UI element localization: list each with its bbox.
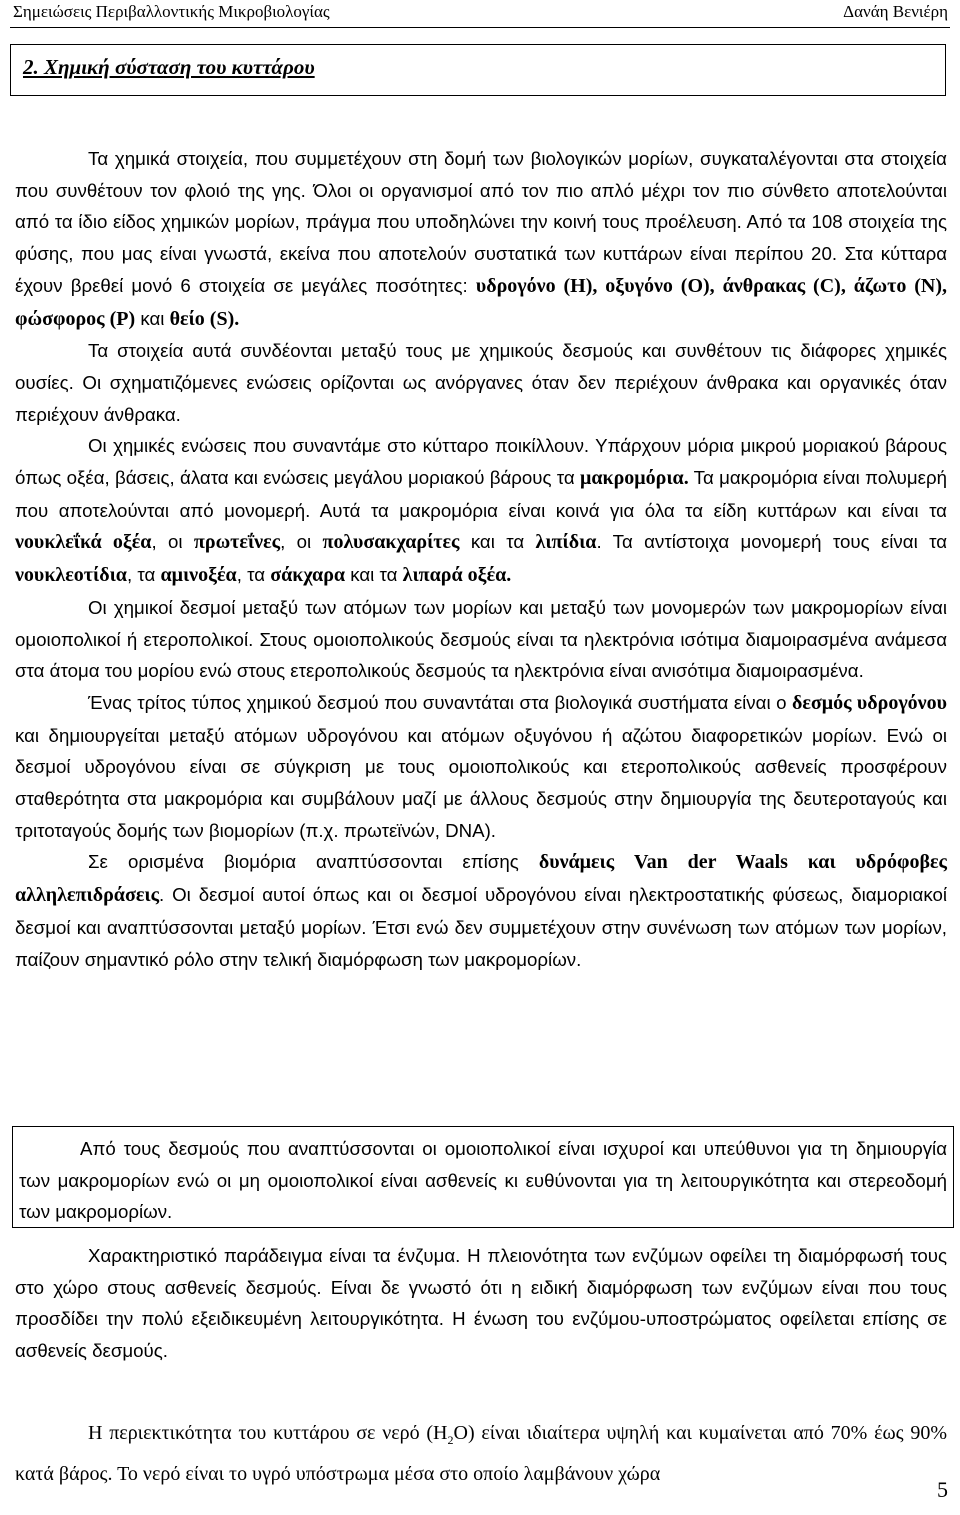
highlight-text: Από τους δεσμούς που αναπτύσσονται οι ομοιοπολικοί είναι ισχυροί και υπεύθυνοι για τη δημιουργία των μακρομορίων ενώ οι μη ομοιοπολικοί είναι ασθενείς κι ευθύνονται για τη λειτουργικότητα και στερεοδομή των μακρομορίων.: [19, 1138, 947, 1223]
water-paragraph: Η περιεκτικότητα του κυττάρου σε νερό $(H_2O)$ είναι ιδιαίτερα υψηλή και κυμαίνεται από 70% έως 90% κατά βάρος. Το νερό είναι το υγρό υπόστρωμα μέσα στο οποίο λαμβάνουν χώρα: [15, 1422, 947, 1485]
paragraph-hydrogen-bond: Ένας τρίτος τύπος χημικού δεσμού που συναντάται στα βιολογικά συστήματα είναι ο δεσμός υδρογόνου και δημιουργείται μεταξύ ατόμων υδρογόνου και ατόμων οξυγόνου ή αζώτου διαφορετικών μορίων. Ενώ οι δεσμοί υδρογόνου είναι σε σύγκριση με τους ομοιοπολικούς και ετεροπολικούς ασθενείς προσφέρουν σταθερότητα στα μακρομόρια και συμβάλουν μαζί με άλλους δεσμούς στην δημιουργία της δευτεροταγούς και τριτοταγούς δομής των βιομορίων (π.χ. πρωτεϊνών, DNA).: [15, 691, 948, 841]
paragraph-macromolecules: Οι χημικές ενώσεις που συναντάμε στο κύτταρο ποικίλλουν. Υπάρχουν μόρια μικρού μοριακού βάρους όπως οξέα, βάσεις, άλατα και ενώσεις μεγάλου μοριακού βάρους τα μακρομόρια. Τα μακρομόρια είναι πολυμερή που αποτελούνται από μονομερή. Αυτά τα μακρομόρια είναι κοινά για όλα τα είδη κυττάρων και είναι τα νουκλεΐκά οξέα, οι πρωτεΐνες, οι πολυσακχαρίτες και τα λιπίδια. Τα αντίστοιχα μονομερή τους είναι τα νουκλεοτίδια, τα αμινοξέα, τα σάκχαρα και τα λιπαρά οξέα.: [15, 435, 947, 587]
section-title-box: [10, 44, 946, 96]
page-header: [0, 0, 960, 24]
paragraph-elements: Τα χημικά στοιχεία, που συμμετέχουν στη δομή των βιολογικών μορίων, συγκαταλέγονται στα στοιχεία που συνθέτουν τον φλοιό της γης. Όλοι οι οργανισμοί από τον πιο απλό μέχρι τον πιο σύνθετο αποτελούνται από τα ίδιο είδος χημικών μορίων, πράγμα που υποδηλώνει την κοινή τους προέλευση. Από τα 108 στοιχεία της φύσης, που μας είναι γνωστά, εκείνα που αποτελούν συστατικά των κυττάρων είναι περίπου 20. Στα κύτταρα έχουν βρεθεί μονό 6 στοιχεία σε μεγάλες ποσότητες: υδρογόνο (Η), οξυγόνο (Ο), άνθρακας (C), άζωτο (N), φώσφορος (P) και θείο (S).: [15, 148, 947, 330]
header-author: Δανάη Βενιέρη: [843, 2, 948, 21]
header-course-title: Σημειώσεις Περιβαλλοντικής Μικροβιολογίας: [13, 2, 330, 21]
highlight-box: [12, 1126, 954, 1228]
paragraph-compounds: Τα στοιχεία αυτά συνδέονται μεταξύ τους με χημικούς δεσμούς και συνθέτουν τις διάφορες χημικές ουσίες. Οι σχηματιζόμενες ενώσεις ορίζονται ως ανόργανες όταν δεν περιέχουν άνθρακα και οργανικές όταν περιέχουν άνθρακα.: [15, 340, 947, 425]
page-number: 5: [937, 1477, 948, 1502]
paragraph-bonds: Οι χημικοί δεσμοί μεταξύ των ατόμων των μορίων και μεταξύ των μονομερών των μακρομορίων είναι ομοιοπολικοί ή ετεροπολικοί. Στους ομοιοπολικούς δεσμούς είναι τα ηλεκτρόνια ισότιμα διαμοιρασμένα ανάμεσα στα άτομα του μορίου ενώ στους ετεροπολικούς δεσμούς τα ηλεκτρόνια είναι ανισότιμα διαμοιρασμένα.: [15, 596, 947, 682]
paragraph-van-der-waals: Σε ορισμένα βιομόρια αναπτύσσονται επίσης δυνάμεις Van der Waals και υδρόφοβες αλληλεπιδράσεις. Οι δεσμοί αυτοί όπως και οι δεσμοί υδρογόνου είναι ηλεκτροστατικής φύσεως, διαμοριακοί δεσμοί και αναπτύσσονται μεταξύ μορίων. Έτσι ενώ δεν συμμετέχουν στην συνένωση των ατόμων των μορίων, παίζουν σημαντικό ρόλο στην τελική διαμόρφωση των μακρομορίων.: [15, 851, 947, 970]
main-text: [15, 143, 947, 975]
section-title: 2. Χημική σύσταση του κυττάρου: [23, 55, 315, 79]
enzyme-paragraph-block: [15, 1240, 947, 1367]
enzyme-paragraph: Χαρακτηριστικό παράδειγμα είναι τα ένζυμα. Η πλειονότητα των ενζύμων οφείλει τη διαμόρφωσή τους στο χώρο στους ασθενείς δεσμούς. Είναι δε γνωστό ότι η ειδική διαμόρφωση των ενζύμων είναι που τους προσδίδει την πολύ εξειδικευμένη λειτουργικότητα. Η ένωση του ενζύμου-υποστρώματος οφείλεται επίσης σε ασθενείς δεσμούς.: [15, 1245, 947, 1362]
water-paragraph-block: [15, 1416, 947, 1491]
header-divider: [10, 27, 950, 28]
